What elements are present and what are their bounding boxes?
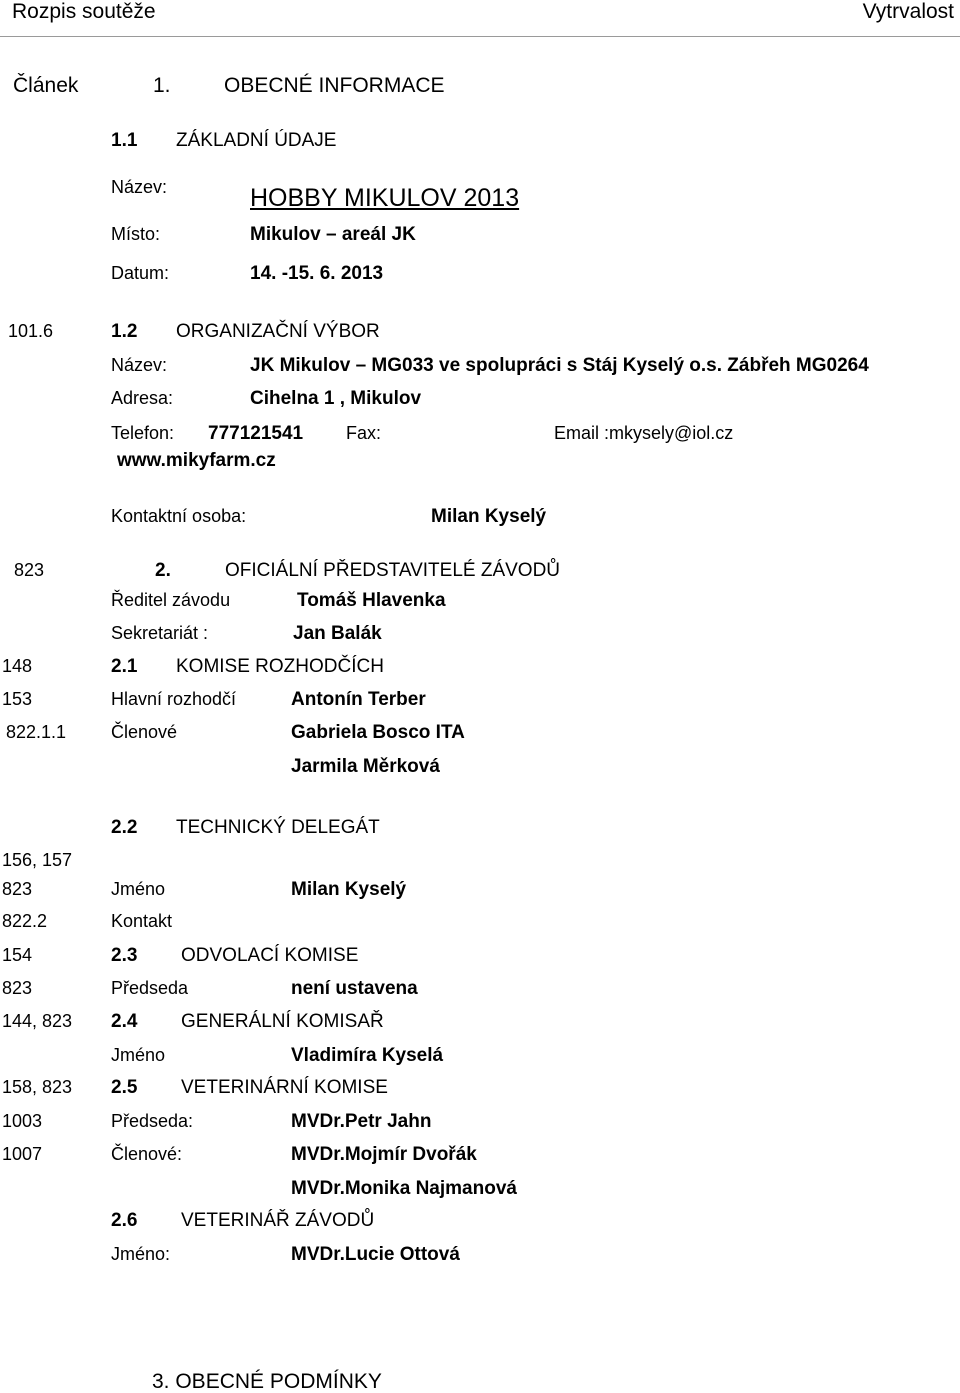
vet-heading: VETERINÁŘ ZÁVODŮ bbox=[181, 1210, 375, 1231]
org-name-value: JK Mikulov – MG033 ve spolupráci s Stáj Kyselý o.s. Zábřeh MG0264 bbox=[250, 355, 869, 376]
vet-commission-member-2: MVDr.Monika Najmanová bbox=[291, 1178, 517, 1199]
event-name-value: HOBBY MIKULOV 2013 bbox=[250, 184, 520, 212]
org-website: www.mikyfarm.cz bbox=[117, 450, 276, 471]
tech-heading: TECHNICKÝ DELEGÁT bbox=[176, 817, 380, 838]
article-label: Článek bbox=[13, 74, 79, 97]
commissioner-heading-num: 2.4 bbox=[111, 1011, 138, 1032]
commissioner-left-num: 144, 823 bbox=[2, 1011, 73, 1031]
judges-members-label: Členové bbox=[111, 722, 178, 742]
vet-name-label: Jméno: bbox=[111, 1244, 171, 1264]
chief-judge-label: Hlavní rozhodčí bbox=[111, 689, 237, 709]
commissioner-heading: GENERÁLNÍ KOMISAŘ bbox=[181, 1011, 384, 1032]
tech-contact-label: Kontakt bbox=[111, 911, 173, 931]
org-phone-label: Telefon: bbox=[111, 423, 175, 443]
article-number: 1. bbox=[153, 74, 171, 97]
org-left-num: 101.6 bbox=[8, 321, 54, 341]
chief-judge-value: Antonín Terber bbox=[291, 689, 426, 710]
doc-header-left: Rozpis soutěže bbox=[12, 0, 156, 23]
appeal-chair-value: není ustavena bbox=[291, 978, 418, 999]
place-label: Místo: bbox=[111, 224, 161, 244]
judges-heading: KOMISE ROZHODČÍCH bbox=[176, 656, 384, 677]
org-name-label: Název: bbox=[111, 355, 168, 375]
tech-heading-num: 2.2 bbox=[111, 817, 138, 838]
basic-heading-num: 1.1 bbox=[111, 130, 138, 151]
place-value: Mikulov – areál JK bbox=[250, 224, 416, 245]
general-heading: 3. OBECNÉ PODMÍNKY bbox=[152, 1370, 382, 1393]
vet-heading-num: 2.6 bbox=[111, 1210, 138, 1231]
event-name-label: Název: bbox=[111, 177, 168, 197]
tech-name-label: Jméno bbox=[111, 879, 166, 899]
vet-name-value: MVDr.Lucie Ottová bbox=[291, 1244, 460, 1265]
appeal-chair-label: Předseda bbox=[111, 978, 189, 998]
appeal-chair-num: 823 bbox=[2, 978, 33, 998]
chief-judge-num: 153 bbox=[2, 689, 33, 709]
secretariat-value: Jan Balák bbox=[293, 623, 382, 644]
org-contact-label: Kontaktní osoba: bbox=[111, 506, 247, 526]
director-value: Tomáš Hlavenka bbox=[297, 590, 446, 611]
commissioner-name-label: Jméno bbox=[111, 1045, 166, 1065]
vet-commission-heading-num: 2.5 bbox=[111, 1077, 138, 1098]
org-heading-num: 1.2 bbox=[111, 321, 138, 342]
officials-left-num: 823 bbox=[14, 560, 45, 580]
vet-commission-chair-value: MVDr.Petr Jahn bbox=[291, 1111, 432, 1132]
tech-refs: 156, 157 bbox=[2, 850, 73, 870]
header-divider bbox=[0, 36, 960, 37]
org-fax-label: Fax: bbox=[346, 423, 382, 443]
appeal-heading: ODVOLACÍ KOMISE bbox=[181, 945, 359, 966]
tech-name-value: Milan Kyselý bbox=[291, 879, 407, 900]
vet-commission-member-1: MVDr.Mojmír Dvořák bbox=[291, 1144, 477, 1165]
director-label: Ředitel závodu bbox=[111, 590, 231, 610]
vet-commission-members-num: 1007 bbox=[2, 1144, 43, 1164]
doc-header-right: Vytrvalost bbox=[862, 0, 954, 23]
tech-name-num: 823 bbox=[2, 879, 33, 899]
date-value: 14. -15. 6. 2013 bbox=[250, 263, 384, 284]
org-address-value: Cihelna 1 , Mikulov bbox=[250, 388, 422, 409]
org-contact-value: Milan Kyselý bbox=[431, 506, 547, 527]
org-phone-value: 777121541 bbox=[208, 423, 304, 444]
commissioner-name-value: Vladimíra Kyselá bbox=[291, 1045, 444, 1066]
vet-commission-chair-label: Předseda: bbox=[111, 1111, 194, 1131]
judges-member-1: Gabriela Bosco ITA bbox=[291, 722, 465, 743]
officials-heading: OFICIÁLNÍ PŘEDSTAVITELÉ ZÁVODŮ bbox=[225, 560, 561, 581]
vet-commission-chair-num: 1003 bbox=[2, 1111, 43, 1131]
appeal-left-num: 154 bbox=[2, 945, 33, 965]
vet-commission-heading: VETERINÁRNÍ KOMISE bbox=[181, 1077, 388, 1098]
secretariat-label: Sekretariát : bbox=[111, 623, 209, 643]
judges-left-num: 148 bbox=[2, 656, 33, 676]
basic-heading: ZÁKLADNÍ ÚDAJE bbox=[176, 130, 337, 151]
judges-heading-num: 2.1 bbox=[111, 656, 138, 677]
org-heading: ORGANIZAČNÍ VÝBOR bbox=[176, 321, 380, 342]
vet-commission-left-num: 158, 823 bbox=[2, 1077, 73, 1097]
org-address-label: Adresa: bbox=[111, 388, 174, 408]
vet-commission-members-label: Členové: bbox=[111, 1144, 183, 1164]
officials-heading-num: 2. bbox=[155, 560, 171, 581]
judges-members-num: 822.1.1 bbox=[6, 722, 67, 742]
judges-member-2: Jarmila Měrková bbox=[291, 756, 440, 777]
appeal-heading-num: 2.3 bbox=[111, 945, 138, 966]
article-title: OBECNÉ INFORMACE bbox=[224, 74, 445, 97]
org-email: Email :mkysely@iol.cz bbox=[554, 423, 734, 443]
date-label: Datum: bbox=[111, 263, 170, 283]
tech-contact-num: 822.2 bbox=[2, 911, 48, 931]
